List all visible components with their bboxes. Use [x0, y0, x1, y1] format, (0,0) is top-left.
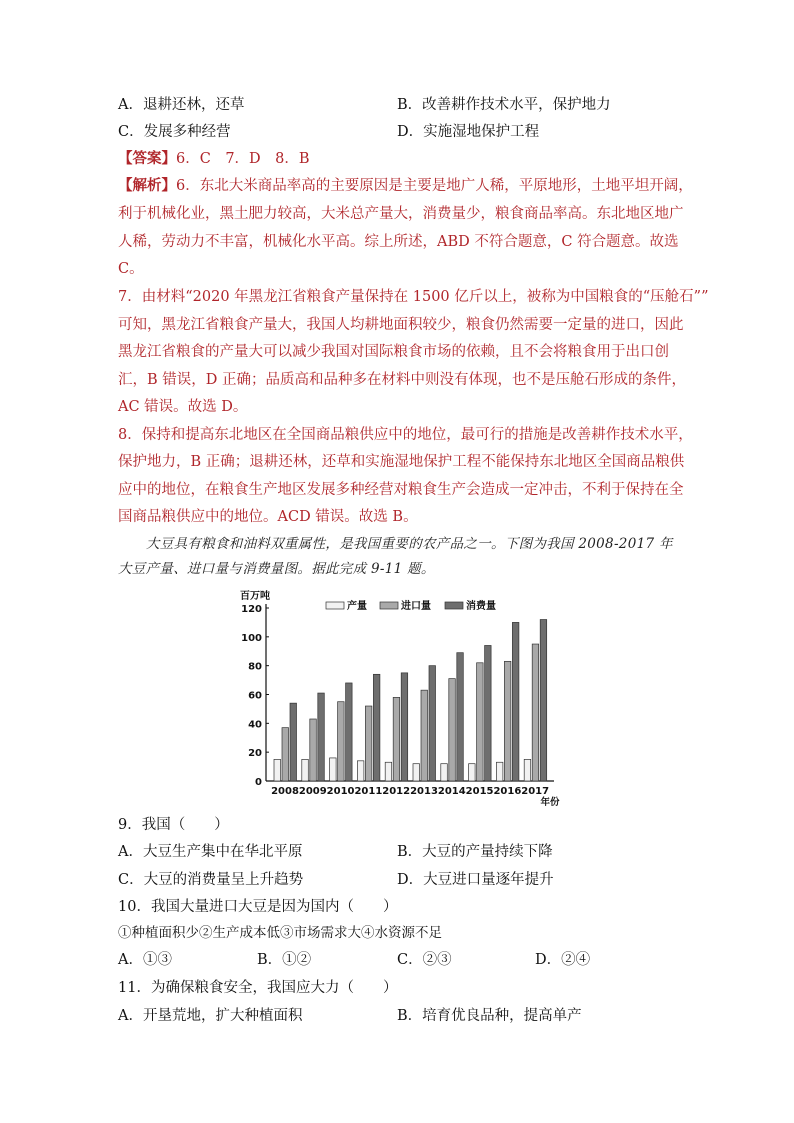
bar-进口量-2010 [338, 702, 345, 781]
y-tick-label: 120 [241, 604, 262, 615]
bar-产量-2012 [385, 762, 392, 781]
y-tick-label: 20 [248, 748, 262, 760]
answer-tag: 【答案】 [118, 150, 176, 167]
x-axis-label: 年份 [540, 797, 560, 808]
analysis-q8-line-1: 8．保持和提高东北地区在全国商品粮供应中的地位，最可行的措施是改善耕作技术水平， [118, 427, 693, 443]
analysis-q6-line-3: 人稀，劳动力不丰富，机械化水平高。综上所述，ABD 不符合题意，C 符合题意。故选 [118, 234, 679, 250]
y-tick-label: 80 [248, 661, 262, 673]
analysis-q8-line-4: 国商品粮供应中的地位。ACD 错误。故选 B。 [118, 509, 418, 525]
bar-产量-2017 [524, 759, 531, 781]
analysis-q7-line-2: 可知，黑龙江省粮食产量大，我国人均耕地面积较少，粮食仍然需要一定量的进口，因此 [118, 317, 684, 333]
analysis-q6-line-4: C。 [118, 261, 144, 277]
x-tick-label: 2017 [521, 786, 550, 797]
x-tick-label: 2015 [465, 786, 494, 797]
analysis-q6-line-1 [118, 176, 693, 196]
bar-产量-2008 [274, 759, 281, 781]
q10-items: ①种植面积少②生产成本低③市场需求大④水资源不足 [118, 925, 442, 941]
q11-option-a: A．开垦荒地，扩大种植面积 [118, 1008, 303, 1024]
bar-进口量-2008 [282, 728, 289, 781]
bar-产量-2010 [330, 758, 337, 781]
bar-消费量-2008 [290, 703, 297, 781]
analysis-q8-line-2: 保护地力，B 正确；退耕还林，还草和实施湿地保护工程不能保持东北地区全国商品粮供 [118, 454, 685, 470]
analysis-q8-line-3: 应中的地位，在粮食生产地区发展多种经营对粮食生产会造成一定冲击，不利于保持在全 [118, 482, 684, 498]
q9-option-d: D．大豆进口量逐年提升 [397, 872, 554, 888]
analysis-tag: 【解析】 [118, 177, 176, 194]
option-b: B．改善耕作技术水平，保护地力 [397, 97, 611, 113]
y-tick-label: 0 [255, 777, 262, 788]
bar-消费量-2010 [346, 683, 353, 781]
q11-option-b: B．培育优良品种，提高单产 [397, 1008, 582, 1024]
bar-产量-2015 [469, 764, 476, 781]
material-intro-1: 大豆具有粮食和油料双重属性，是我国重要的农产品之一。下图为我国 2008-2017 年 [146, 536, 673, 552]
bar-进口量-2014 [449, 679, 456, 781]
bar-产量-2016 [496, 762, 503, 781]
analysis-q7-line-5: AC 错误。故选 D。 [118, 399, 248, 415]
bar-产量-2009 [302, 759, 309, 781]
legend-label-产量: 产量 [347, 601, 367, 612]
legend-swatch-消费量 [445, 602, 463, 609]
bar-进口量-2015 [477, 663, 484, 781]
answer-text: 6．C 7．D 8．B [176, 151, 310, 167]
analysis-q6-line-2: 利于机械化业，黑土肥力较高，大米总产量大，消费量少，粮食商品率高。东北地区地广 [118, 206, 684, 222]
y-axis-unit-label: 百万吨 [240, 591, 270, 602]
y-tick-label: 60 [248, 690, 262, 702]
bar-进口量-2013 [421, 690, 428, 781]
bar-消费量-2015 [485, 645, 492, 781]
x-tick-label: 2014 [437, 786, 466, 797]
analysis-q7-line-1: 7．由材料“2020 年黑龙江省粮食产量保持在 1500 亿斤以上，被称为中国粮食的“压舱石”” [118, 289, 709, 305]
q9-option-b: B．大豆的产量持续下降 [397, 844, 553, 860]
legend-swatch-产量 [326, 602, 344, 609]
legend-label-消费量: 消费量 [466, 601, 496, 612]
bar-进口量-2009 [310, 719, 317, 781]
x-tick-label: 2011 [354, 786, 383, 797]
bar-消费量-2013 [429, 666, 436, 781]
bar-进口量-2012 [393, 697, 400, 781]
x-tick-label: 2010 [326, 786, 355, 797]
soybean-bar-chart [234, 588, 574, 808]
bar-消费量-2017 [540, 620, 547, 781]
legend-label-进口量: 进口量 [401, 601, 431, 612]
bar-消费量-2012 [401, 673, 408, 781]
q9-option-a: A．大豆生产集中在华北平原 [118, 844, 303, 860]
bar-消费量-2011 [373, 674, 380, 781]
answer-line [118, 149, 310, 169]
x-tick-label: 2009 [298, 786, 327, 797]
bar-产量-2013 [413, 764, 420, 781]
y-tick-label: 100 [241, 632, 262, 644]
q10-stem: 10．我国大量进口大豆是因为国内（ ） [118, 899, 398, 915]
bar-消费量-2014 [457, 653, 464, 781]
material-intro-2: 大豆产量、进口量与消费量图。据此完成 9-11 题。 [118, 561, 435, 577]
bar-消费量-2009 [318, 693, 325, 781]
q10-option-a: A．①③ [118, 952, 172, 968]
bar-进口量-2016 [504, 661, 511, 781]
bar-进口量-2017 [532, 644, 539, 781]
option-a: A．退耕还林，还草 [118, 97, 245, 113]
x-tick-label: 2012 [382, 786, 411, 797]
q9-stem: 9．我国（ ） [118, 817, 229, 833]
q10-option-d: D．②④ [535, 952, 591, 968]
bar-消费量-2016 [512, 622, 519, 781]
analysis-q7-line-3: 黑龙江省粮食的产量大可以减少我国对国际粮食市场的依赖，且不会将粮食用于出口创 [118, 344, 669, 360]
analysis-q6-text-1: 6．东北大米商品率高的主要原因是主要是地广人稀，平原地形，土地平坦开阔， [176, 178, 693, 194]
x-tick-label: 2008 [271, 786, 299, 797]
option-d: D．实施湿地保护工程 [397, 124, 540, 140]
option-c: C．发展多种经营 [118, 124, 231, 140]
q9-option-c: C．大豆的消费量呈上升趋势 [118, 872, 304, 888]
q10-option-c: C．②③ [397, 952, 452, 968]
x-tick-label: 2016 [493, 786, 522, 797]
analysis-q7-line-4: 汇，B 错误，D 正确；品质高和品种多在材料中则没有体现，也不是压舱石形成的条件， [118, 372, 686, 388]
bar-产量-2011 [357, 761, 364, 781]
q10-option-b: B．①② [257, 952, 312, 968]
bar-产量-2014 [441, 764, 448, 781]
y-tick-label: 40 [248, 719, 262, 731]
x-tick-label: 2013 [410, 786, 438, 797]
legend-swatch-进口量 [380, 602, 398, 609]
bar-进口量-2011 [365, 706, 372, 781]
q11-stem: 11．为确保粮食安全，我国应大力（ ） [118, 980, 398, 996]
